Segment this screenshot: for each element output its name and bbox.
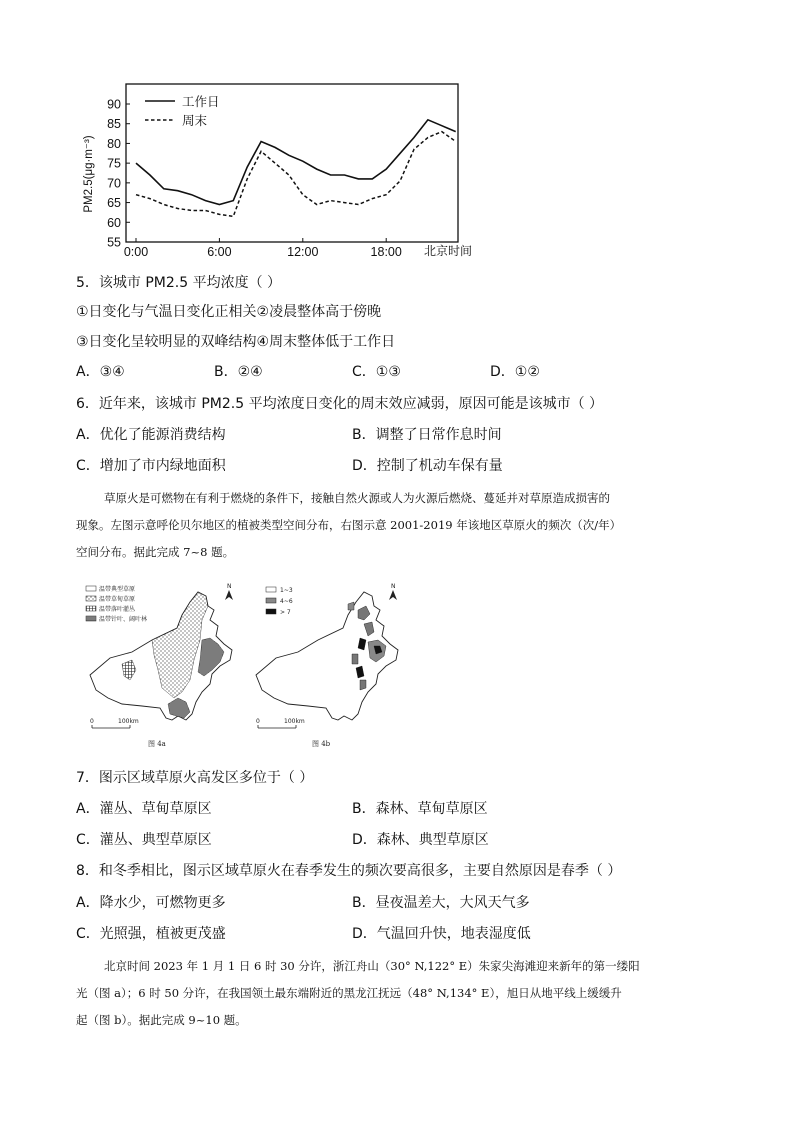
- x-axis-end-label: 北京时间: [424, 244, 473, 258]
- y-axis-label: PM2.5(μg·m⁻³): [83, 135, 95, 213]
- q7-option-c[interactable]: C．灌丛、典型草原区: [76, 832, 212, 848]
- map-b-scale-bar: [256, 718, 305, 728]
- y-tick-label: 90: [107, 97, 121, 112]
- map-a-legend: [86, 585, 147, 623]
- legend-item: 4~6: [280, 598, 293, 605]
- x-tick-label: 6:00: [207, 245, 232, 259]
- y-tick-label: 70: [107, 176, 121, 191]
- svg-text:0: 0: [256, 718, 260, 725]
- q5-option-a[interactable]: A．③④: [76, 364, 125, 380]
- q5-option-b[interactable]: B．②④: [214, 364, 263, 380]
- x-tick-label: 0:00: [123, 245, 149, 259]
- north-arrow-icon: [225, 583, 233, 600]
- q8-option-c[interactable]: C．光照强，植被更茂盛: [76, 926, 226, 942]
- svg-text:N: N: [227, 583, 232, 590]
- y-tick-label: 55: [107, 235, 121, 250]
- q8-option-a[interactable]: A．降水少，可燃物更多: [76, 895, 226, 911]
- map-a-scale-bar: [90, 718, 139, 728]
- chart-legend: [145, 95, 220, 128]
- legend-label-weekday: 工作日: [182, 95, 220, 109]
- q5-statements-2: ③日变化呈较明显的双峰结构④周末整体低于工作日: [76, 334, 396, 350]
- x-axis-ticks: [124, 238, 402, 259]
- map-b-caption: 图 4b: [312, 740, 331, 748]
- passage-line: 起（图 b）。据此完成 9~10 题。: [76, 1013, 247, 1027]
- map-a-caption: 图 4a: [148, 740, 166, 748]
- q7-option-b[interactable]: B．森林、草甸草原区: [352, 801, 488, 817]
- passage-grassland-fire: [76, 485, 726, 566]
- y-tick-label: 75: [107, 156, 121, 171]
- q6-option-a[interactable]: A．优化了能源消费结构: [76, 427, 226, 443]
- legend-item: 温带针叶、阔叶林: [99, 616, 148, 623]
- passage-line: 光（图 a）；6 时 50 分许，在我国领土最东端附近的黑龙江抚远（48° N,134° E），旭日从地平线上缓缓升: [76, 986, 622, 1000]
- legend-item: 1~3: [280, 587, 293, 594]
- q5-option-d[interactable]: D．①②: [490, 364, 540, 380]
- q8-stem: 8．和冬季相比，图示区域草原火在春季发生的频次要高很多，主要自然原因是春季（ ）: [76, 863, 622, 879]
- q8-option-b[interactable]: B．昼夜温差大，大风天气多: [352, 895, 530, 911]
- q6-option-d[interactable]: D．控制了机动车保有量: [352, 458, 503, 474]
- passage-line: 草原火是可燃物在有利于燃烧的条件下，接触自然火源或人为火源后燃烧、蔓延并对草原造成损害的: [104, 491, 610, 505]
- q6-option-c[interactable]: C．增加了市内绿地面积: [76, 458, 226, 474]
- svg-text:N: N: [391, 583, 396, 590]
- q6-option-b[interactable]: B．调整了日常作息时间: [352, 427, 502, 443]
- map-b-legend: [266, 587, 293, 616]
- svg-text:100km: 100km: [118, 718, 139, 725]
- q6-stem: 6．近年来，该城市 PM2.5 平均浓度日变化的周末效应减弱，原因可能是该城市（ ）: [76, 396, 604, 412]
- q8-option-d[interactable]: D．气温回升快，地表湿度低: [352, 926, 531, 942]
- svg-text:100km: 100km: [284, 718, 305, 725]
- q7-option-d[interactable]: D．森林、典型草原区: [352, 832, 489, 848]
- y-tick-label: 65: [107, 196, 121, 211]
- legend-label-weekend: 周末: [182, 114, 208, 128]
- q5-option-c[interactable]: C．①③: [352, 364, 401, 380]
- y-tick-label: 85: [107, 117, 121, 132]
- passage-line: 北京时间 2023 年 1 月 1 日 6 时 30 分许，浙江舟山（30° N,122° E）朱家尖海滩迎来新年的第一缕阳: [104, 959, 640, 973]
- passage-line: 现象。左图示意呼伦贝尔地区的植被类型空间分布，右图示意 2001-2019 年该地区草原火的频次（次/年）: [76, 518, 622, 532]
- legend-item: > 7: [280, 609, 291, 616]
- fire-frequency-map-4b: [248, 580, 408, 752]
- passage-line: 空间分布。据此完成 7~8 题。: [76, 545, 235, 559]
- q7-stem: 7．图示区域草原火高发区多位于（ ）: [76, 770, 314, 786]
- q5-stem: 5．该城市 PM2.5 平均浓度（ ）: [76, 275, 282, 291]
- legend-item: 温带草甸草原: [99, 596, 136, 603]
- x-tick-label: 18:00: [370, 245, 402, 259]
- legend-item: 温带落叶灌丛: [99, 606, 136, 613]
- pm25-line-chart: [70, 80, 480, 265]
- legend-item: 温带典型草原: [99, 586, 136, 593]
- passage-sunrise: [76, 953, 726, 1034]
- svg-text:0: 0: [90, 718, 94, 725]
- x-tick-label: 12:00: [287, 245, 319, 259]
- vegetation-map-4a: [82, 580, 242, 752]
- y-tick-label: 80: [107, 136, 121, 151]
- y-tick-label: 60: [107, 215, 121, 230]
- north-arrow-icon: [389, 583, 397, 600]
- q5-statements-1: ①日变化与气温日变化正相关②凌晨整体高于傍晚: [76, 304, 382, 320]
- q7-option-a[interactable]: A．灌丛、草甸草原区: [76, 801, 212, 817]
